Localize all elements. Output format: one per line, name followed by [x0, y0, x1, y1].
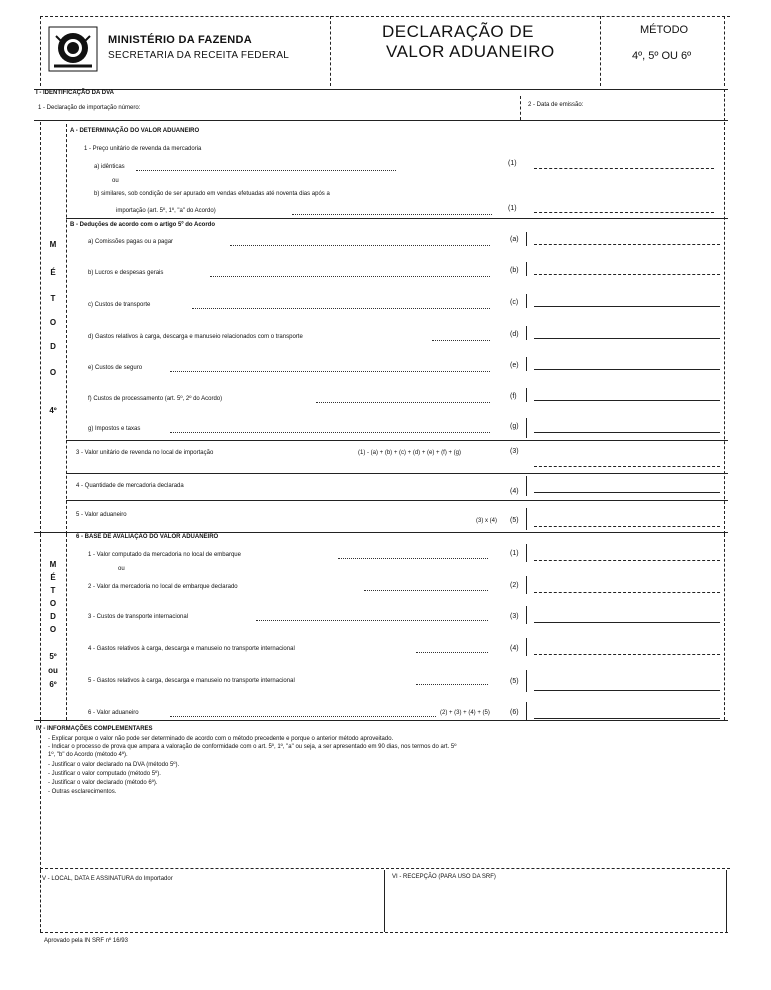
method4-number: 4º [49, 406, 57, 415]
code-g: (g) [510, 423, 519, 430]
resale-price-label: 1 - Preço unitário de revenda da mercadoria [84, 146, 202, 152]
code-4: (4) [510, 488, 519, 495]
section-i-title: I - IDENTIFICAÇÃO DA DVA [36, 90, 114, 96]
intl-loading-label-1: 4 - Gastos relativos à carga, descarga e manuseio no transporte internacional [88, 646, 295, 652]
form-title-line2: VALOR ADUANEIRO [386, 42, 555, 61]
code-b: (b) [510, 267, 519, 274]
complementary-info-line-5: - Justificar o valor computado (método 5º). [48, 771, 161, 777]
form-title-line1: DECLARAÇÃO DE [382, 22, 534, 41]
complementary-info-line-4: - Justificar o valor declarado na DVA (método 5º). [48, 762, 180, 768]
computed-value-label: 1 - Valor computado da mercadoria no local de embarque [88, 552, 241, 558]
brasao-emblem-icon [48, 26, 98, 72]
section-a-title: A - DETERMINAÇÃO DO VALOR ADUANEIRO [70, 128, 200, 134]
method56-number-6: 6º [49, 680, 57, 689]
intl-loading-label-2: 5 - Gastos relativos à carga, descarga e manuseio no transporte internacional [88, 678, 295, 684]
method56-letter-m: M [49, 560, 57, 569]
code-5: (5) [510, 517, 519, 524]
method56-or: ou [48, 666, 58, 675]
secretariat-name: SECRETARIA DA RECEITA FEDERAL [108, 50, 290, 61]
unit-resale-value-label: 3 - Valor unitário de revenda no local de importação [76, 450, 214, 456]
loading-costs-label: d) Gastos relativos à carga, descarga e manuseio relacionados com o transporte [88, 334, 303, 340]
or-label-a: ou [112, 178, 119, 184]
section-c-title: 6 - BASE DE AVALIAÇÃO DO VALOR ADUANEIRO [76, 534, 219, 540]
quantity-label: 4 - Quantidade de mercadoria declarada [76, 483, 184, 489]
code-k2: (2) [510, 582, 519, 589]
complementary-info-line-2: - Indicar o processo de prova que ampara a valoração de conformidade com o art. 5º, 1º, "a" ou seja, a ser apresentado em 90 dias, nos termos do art. 5º [48, 744, 457, 750]
customs-value-label: 5 - Valor aduaneiro [76, 512, 127, 518]
method4-letter-e: É [50, 268, 56, 277]
unit-resale-formula: (1) - (a) + (b) + (c) + (d) + (e) + (f) + (g) [358, 450, 462, 456]
intl-transport-label: 3 - Custos de transporte internacional [88, 614, 189, 620]
method4-letter-d: D [50, 342, 56, 351]
similar-label-2: importação (art. 5º, 1º, "a" do Acordo) [116, 208, 216, 214]
complementary-info-line-3: 1º, "b" do Acordo (método 4º). [48, 752, 128, 758]
emission-date-label: 2 - Data de emissão: [528, 102, 584, 108]
footer-approval: Aprovado pela IN SRF nº 16/93 [44, 938, 128, 944]
complementary-info-line-7: - Outras esclarecimentos. [48, 789, 117, 795]
customs-value-c-label: 6 - Valor aduaneiro [88, 710, 139, 716]
code-d: (d) [510, 331, 519, 338]
method56-letter-o2: O [49, 625, 57, 634]
method4-letter-t: T [50, 294, 56, 303]
method56-number-5: 5º [49, 652, 57, 661]
section-iv-title: IV - INFORMAÇÕES COMPLEMENTARES [36, 726, 153, 732]
code-3: (3) [510, 448, 519, 455]
method56-letter-e: É [50, 573, 56, 582]
complementary-info-line-6: - Justificar o valor declarado (método 6º). [48, 780, 158, 786]
method56-letter-d: D [50, 612, 56, 621]
method4-letter-m: M [49, 240, 57, 249]
method4-letter-o2: O [49, 368, 57, 377]
di-number-label: 1 - Declaração de importação número: [38, 105, 141, 111]
code-1b: (1) [508, 205, 517, 212]
section-b-title: B - Deduções de acordo com o artigo 5º do Acordo [70, 222, 215, 228]
method-value: 4º, 5º OU 6º [632, 50, 692, 62]
processing-costs-label: f) Custos de processamento (art. 5º, 2º do Acordo) [88, 396, 223, 402]
code-c: (c) [510, 299, 519, 306]
code-f: (f) [510, 393, 517, 400]
code-k5: (5) [510, 678, 519, 685]
declared-value-label: 2 - Valor da mercadoria no local de embarque declarado [88, 584, 238, 590]
taxes-label: g) Impostos e taxas [88, 426, 141, 432]
complementary-info-line-1: - Explicar porque o valor não pode ser determinado de acordo com o método precedente e porque o anterior método aproveitado. [48, 736, 394, 742]
method4-letter-o1: O [49, 318, 57, 327]
transport-costs-label: c) Custos de transporte [88, 302, 151, 308]
identical-label: a) idênticas [94, 164, 125, 170]
code-k6: (6) [510, 709, 519, 716]
code-1: (1) [508, 160, 517, 167]
similar-label-1: b) similares, sob condição de ser apurado em vendas efetuadas até noventa dias após a [94, 191, 330, 197]
customs-value-formula: (3) x (4) [476, 518, 497, 524]
ministry-name: MINISTÉRIO DA FAZENDA [108, 34, 253, 46]
profits-label: b) Lucros e despesas gerais [88, 270, 164, 276]
commissions-label: a) Comissões pagas ou a pagar [88, 239, 174, 245]
or-label-c: ou [118, 566, 125, 572]
method-label: MÉTODO [640, 24, 689, 36]
insurance-costs-label: e) Custos de seguro [88, 365, 143, 371]
section-v-title: V - LOCAL, DATA E ASSINATURA do Importador [42, 876, 173, 882]
customs-value-c-formula: (2) + (3) + (4) + (5) [440, 710, 490, 716]
code-k1: (1) [510, 550, 519, 557]
code-e: (e) [510, 362, 519, 369]
section-vi-title: VI - RECEPÇÃO (PARA USO DA SRF) [392, 874, 496, 880]
code-a: (a) [510, 236, 519, 243]
code-k3: (3) [510, 613, 519, 620]
code-k4: (4) [510, 645, 519, 652]
method56-letter-t: T [50, 586, 56, 595]
method56-letter-o1: O [49, 599, 57, 608]
